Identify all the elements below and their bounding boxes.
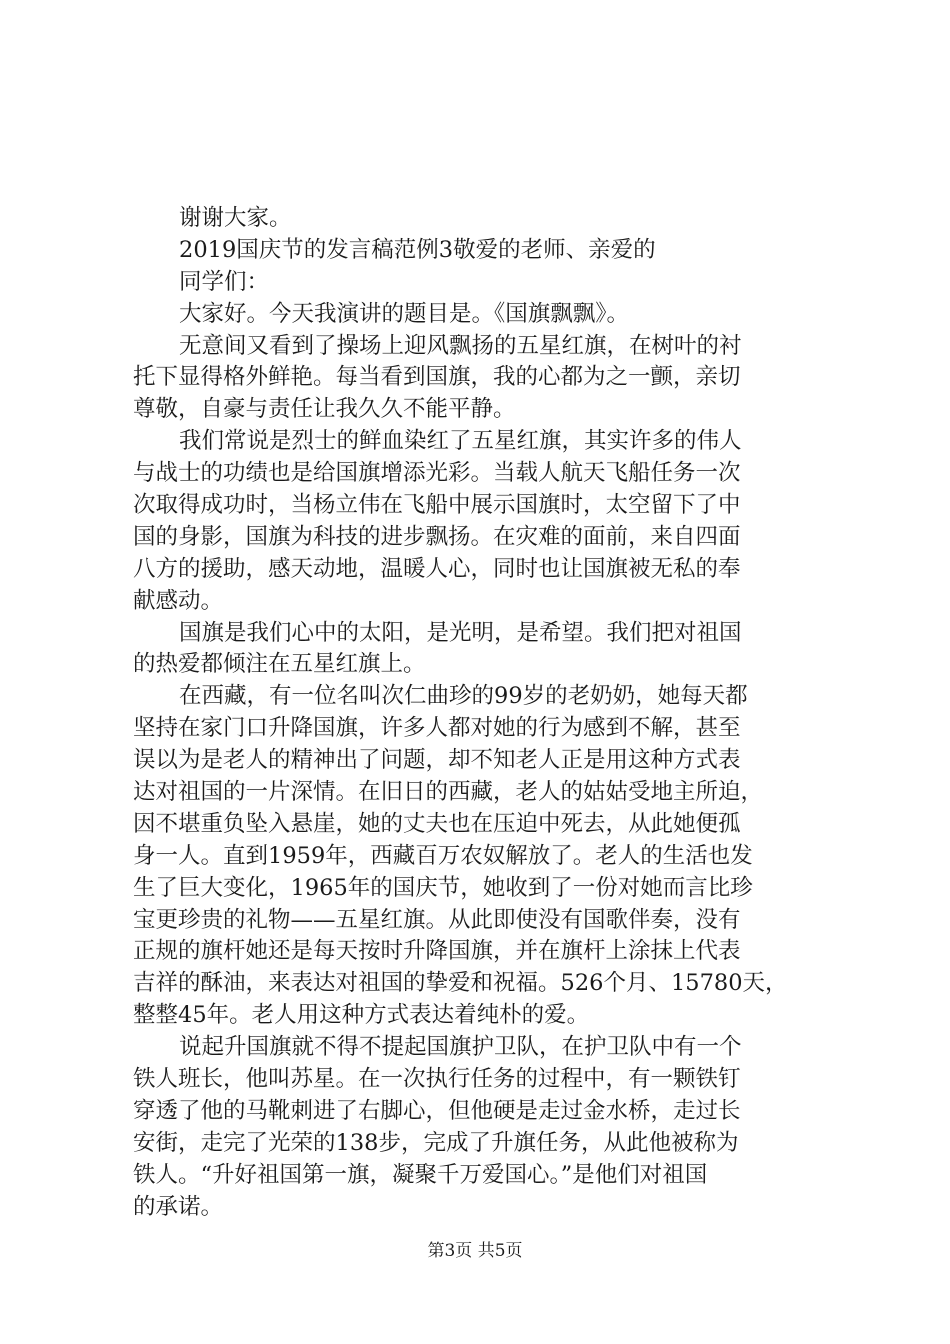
document-body: [133, 203, 833, 1224]
text-line: 因不堪重负坠入悬崖，她的丈夫也在压迫中死去，从此她便孤: [133, 810, 741, 837]
text-line: 国的身影，国旗为科技的进步飘扬。在灾难的面前，来自四面: [133, 523, 741, 550]
text-line: 说起升国旗就不得不提起国旗护卫队，在护卫队中有一个: [179, 1034, 742, 1061]
text-line: 在西藏，有一位名叫次仁曲珍的99岁的老奶奶，她每天都: [179, 683, 748, 710]
text-line: 国旗是我们心中的太阳，是光明，是希望。我们把对祖国: [179, 619, 742, 646]
text-line: 无意间又看到了操场上迎风飘扬的五星红旗，在树叶的衬: [179, 332, 742, 359]
text-line: 铁人班长，他叫苏星。在一次执行任务的过程中，有一颗铁钉: [133, 1066, 741, 1093]
text-line: 正规的旗杆她还是每天按时升降国旗，并在旗杆上涂抹上代表: [133, 938, 741, 965]
text-line: 误以为是老人的精神出了问题，却不知老人正是用这种方式表: [133, 747, 741, 774]
text-line: 八方的援助，感天动地，温暖人心，同时也让国旗被无私的奉: [133, 555, 741, 582]
text-line: 同学们：: [179, 268, 270, 295]
text-line: 达对祖国的一片深情。在旧日的西藏，老人的姑姑受地主所迫，: [133, 779, 764, 806]
text-line: 2019国庆节的发言稿范例3敬爱的老师、亲爱的: [179, 236, 656, 263]
page-footer: 第3页 共5页: [427, 1241, 523, 1261]
text-line: 献感动。: [133, 587, 224, 614]
text-line: 安街，走完了光荣的138步，完成了升旗任务，从此他被称为: [133, 1129, 739, 1156]
text-line: 生了巨大变化，1965年的国庆节，她收到了一份对她而言比珍: [133, 874, 753, 901]
text-line: 铁人。“升好祖国第一旗，凝聚千万爱国心。”是他们对祖国: [133, 1161, 708, 1188]
text-line: 吉祥的酥油，来表达对祖国的挚爱和祝福。526个月、15780天，: [133, 970, 788, 997]
text-line: 与战士的功绩也是给国旗增添光彩。当载人航天飞船任务一次: [133, 460, 741, 487]
text-line: 我们常说是烈士的鲜血染红了五星红旗，其实许多的伟人: [179, 428, 742, 455]
text-line: 穿透了他的马靴刺进了右脚心，但他硬是走过金水桥，走过长: [133, 1097, 741, 1124]
text-line: 整整45年。老人用这种方式表达着纯朴的爱。: [133, 1002, 590, 1029]
text-line: 谢谢大家。: [179, 205, 292, 231]
text-line: 坚持在家门口升降国旗，许多人都对她的行为感到不解，甚至: [133, 715, 741, 742]
text-line: 宝更珍贵的礼物——五星红旗。从此即使没有国歌伴奏，没有: [133, 906, 741, 933]
text-line: 托下显得格外鲜艳。每当看到国旗，我的心都为之一颤，亲切: [133, 364, 741, 391]
text-line: 的承诺。: [133, 1193, 224, 1220]
text-line: 尊敬，自豪与责任让我久久不能平静。: [133, 396, 516, 423]
text-line: 身一人。直到1959年，西藏百万农奴解放了。老人的生活也发: [133, 842, 753, 869]
text-line: 的热爱都倾注在五星红旗上。: [133, 651, 426, 678]
text-line: 大家好。今天我演讲的题目是。《国旗飘飘》。: [179, 300, 630, 327]
text-line: 次取得成功时，当杨立伟在飞船中展示国旗时，太空留下了中: [133, 492, 741, 519]
